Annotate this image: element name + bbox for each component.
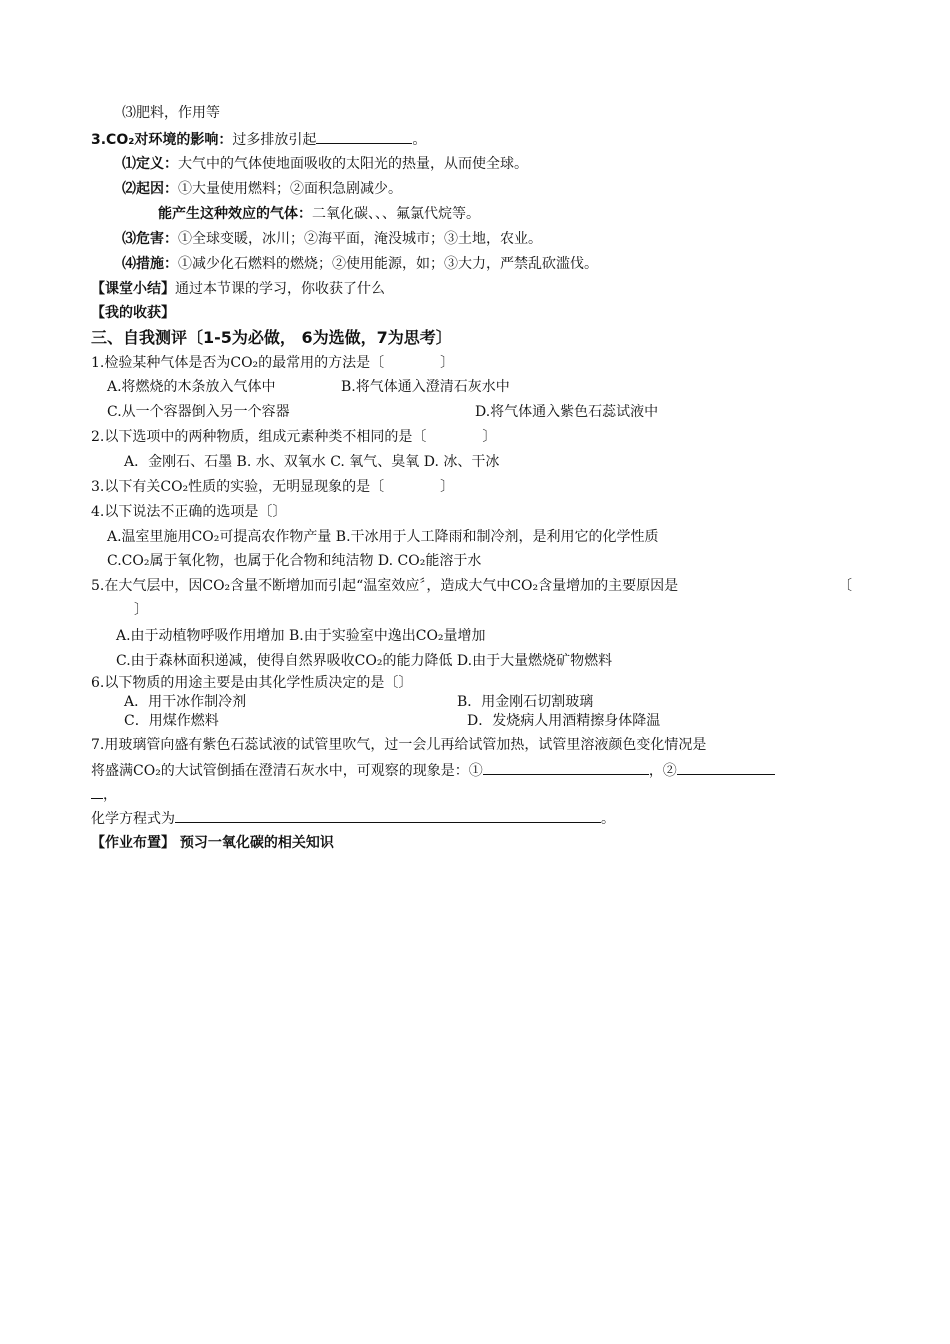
co2-environment-line bbox=[91, 129, 426, 150]
question-5-options-ab[interactable]: A.由于动植物呼吸作用增加 B.由于实验室中逸出CO₂量增加 bbox=[116, 628, 486, 644]
observation-blank-2[interactable] bbox=[677, 760, 775, 775]
measure-line bbox=[122, 254, 598, 274]
question-7: 7.用玻璃管向盛有紫色石蕊试液的试管里吹气，过一会儿再给试管加热，试管里溶液颜色变化情况是 bbox=[91, 737, 707, 753]
gas-line bbox=[158, 204, 480, 224]
summary-label: 【课堂小结】 bbox=[91, 281, 175, 297]
question-6: 6.以下物质的用途主要是由其化学性质决定的是〔〕 bbox=[91, 675, 413, 691]
measure-text: ①减少化石燃料的燃烧；②使用能源，如；③大力，严禁乱砍滥伐。 bbox=[178, 256, 598, 272]
fertilizer-use-item: ⑶肥料，作用等 bbox=[122, 105, 220, 121]
measure-label: ⑷措施： bbox=[122, 256, 178, 272]
gas-label: 能产生这种效应的气体： bbox=[158, 206, 312, 222]
question-7-wrap bbox=[91, 784, 117, 805]
question-4-options-cd[interactable]: C.CO₂属于氧化物，也属于化合物和纯洁物 D. CO₂能溶于水 bbox=[107, 553, 482, 569]
question-6-option-a[interactable]: A．用干冰作制冷剂 bbox=[124, 694, 247, 710]
question-1-option-c[interactable]: C.从一个容器倒入另一个容器 bbox=[107, 404, 290, 420]
definition-text: 大气中的气体使地面吸收的太阳光的热量，从而使全球。 bbox=[178, 156, 528, 172]
question-1-option-d[interactable]: D.将气体通入紫色石蕊试液中 bbox=[475, 404, 659, 420]
summary-text: 通过本节课的学习，你收获了什么 bbox=[175, 281, 385, 297]
question-5: 5.在大气层中，因CO₂含量不断增加而引起“温室效应〞，造成大气中CO₂含量增加的主要原因是 bbox=[91, 578, 679, 594]
harm-label: ⑶危害： bbox=[122, 231, 178, 247]
homework-label: 【作业布置】 bbox=[91, 835, 175, 851]
question-7-observation bbox=[91, 760, 775, 781]
observation-blank-2-cont[interactable] bbox=[91, 784, 103, 799]
question-3: 3.以下有关CO₂性质的实验，无明显现象的是〔 〕 bbox=[91, 479, 455, 495]
question-1-option-a[interactable]: A.将燃烧的木条放入气体中 bbox=[107, 379, 276, 395]
question-7-tail: ， bbox=[103, 787, 117, 803]
question-5-paren-close: 〕 bbox=[134, 602, 148, 618]
harm-text: ①全球变暖，冰川；②海平面，淹没城市；③土地，农业。 bbox=[178, 231, 542, 247]
definition-line bbox=[122, 154, 528, 174]
question-5-options-cd[interactable]: C.由于森林面积递减，使得自然界吸收CO₂的能力降低 D.由于大量燃烧矿物燃料 bbox=[116, 653, 613, 669]
chemical-equation-blank[interactable] bbox=[175, 808, 601, 823]
chemical-equation-label: 化学方程式为 bbox=[91, 811, 175, 827]
co2-environment-lead: 过多排放引起 bbox=[232, 132, 317, 148]
question-6-option-b[interactable]: B．用金刚石切割玻璃 bbox=[457, 694, 594, 710]
co2-environment-title: 3.CO₂对环境的影响： bbox=[91, 132, 233, 148]
harm-line bbox=[122, 229, 542, 249]
summary-line bbox=[91, 279, 385, 299]
cause-line bbox=[122, 179, 402, 199]
question-7-observation-lead: 将盛满CO₂的大试管倒插在澄清石灰水中，可观察的现象是：① bbox=[91, 763, 483, 779]
chemical-equation-line bbox=[91, 808, 615, 829]
question-6-option-d[interactable]: D．发烧病人用酒精擦身体降温 bbox=[467, 713, 661, 729]
question-1: 1.检验某种气体是否为CO₂的最常用的方法是〔 〕 bbox=[91, 355, 455, 371]
question-5-paren-open: 〔 bbox=[838, 578, 852, 594]
observation-blank-1[interactable] bbox=[483, 760, 649, 775]
definition-label: ⑴定义： bbox=[122, 156, 178, 172]
question-4-options-ab[interactable]: A.温室里施用CO₂可提高农作物产量 B.干冰用于人工降雨和制冷剂，是利用它的化学性质 bbox=[107, 529, 659, 545]
question-2-options[interactable]: A．金刚石、石墨 B. 水、双氧水 C. 氧气、臭氧 D. 冰、干冰 bbox=[124, 454, 500, 470]
question-1-option-b[interactable]: B.将气体通入澄清石灰水中 bbox=[341, 379, 510, 395]
question-7-separator: ，② bbox=[648, 763, 677, 779]
cause-label: ⑵起因： bbox=[122, 181, 178, 197]
effect-blank[interactable] bbox=[316, 129, 412, 144]
chemical-equation-end: 。 bbox=[601, 811, 615, 827]
homework-text: 预习一氧化碳的相关知识 bbox=[175, 835, 334, 851]
question-6-option-c[interactable]: C．用煤作燃料 bbox=[124, 713, 219, 729]
cause-text: ①大量使用燃料；②面积急剧减少。 bbox=[178, 181, 402, 197]
question-2: 2.以下选项中的两种物质，组成元素种类不相同的是〔 〕 bbox=[91, 429, 497, 445]
homework-line bbox=[91, 833, 334, 853]
my-gain-heading: 【我的收获】 bbox=[91, 305, 175, 321]
co2-environment-end: 。 bbox=[412, 132, 427, 148]
question-4: 4.以下说法不正确的选项是〔〕 bbox=[91, 504, 287, 520]
gas-text: 二氧化碳、、、氟氯代烷等。 bbox=[312, 206, 480, 222]
self-test-heading: 三、自我测评〔1-5为必做， 6为选做，7为思考〕 bbox=[91, 328, 452, 347]
